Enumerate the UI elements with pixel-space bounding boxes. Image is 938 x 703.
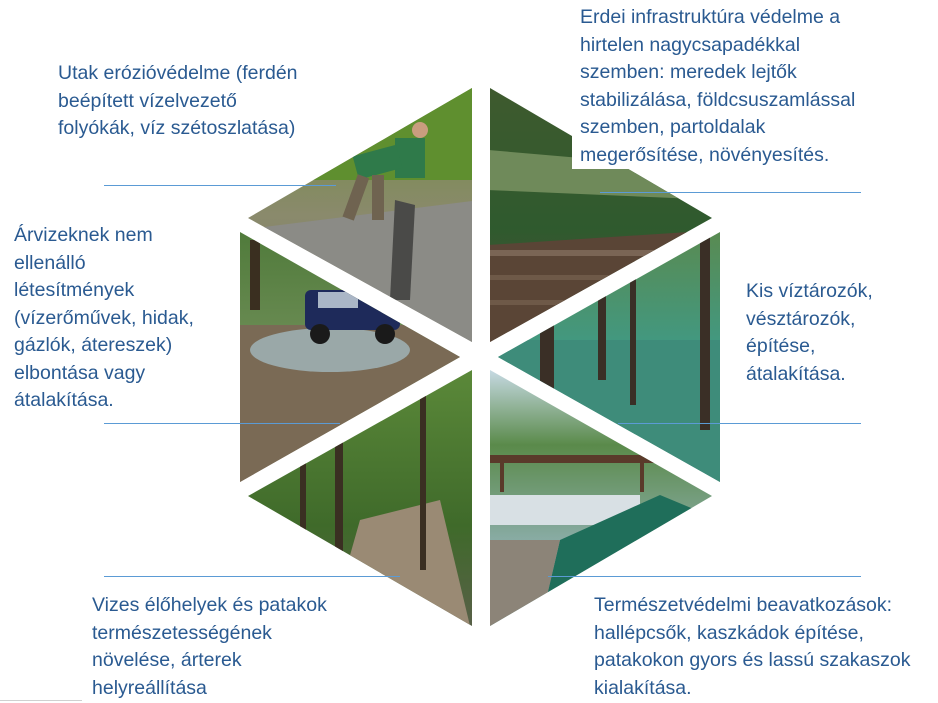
connector-line-bottom-right [548, 576, 861, 577]
label-middle-left: Árvizeknek nem ellenálló létesítmények (vízerőművek, hidak, gázlók, átereszek) elbontása vagy átalakítása. [14, 224, 194, 411]
label-bottom-right: Természetvédelmi beavatkozások: hallépcsők, kaszkádok építése, patakokon gyors és lassú szakaszok kialakítása. [594, 594, 911, 699]
connector-line-middle-right [618, 423, 861, 424]
connector-line-top-right [600, 192, 861, 193]
label-top-right: Erdei infrastruktúra védelme a hirtelen nagycsapadékkal szemben: meredek lejtők stabilizálása, földcsuszamlással szemben, partoldalak megerősítése, növényesítés. [572, 4, 859, 169]
label-bottom-left: Vizes élőhelyek és patakok természetességének növelése, árterek helyreállítása [92, 594, 327, 699]
connector-line-top-left [104, 185, 336, 186]
connector-line-middle-left [104, 423, 340, 424]
connector-line-bottom-left [104, 576, 400, 577]
label-top-left: Utak erózióvédelme (ferdén beépített vízelvezető folyókák, víz szétoszlatása) [58, 62, 298, 139]
divider-bottom-left [0, 700, 82, 701]
label-middle-right: Kis víztározók, vésztározók, építése, átalakítása. [746, 280, 873, 385]
